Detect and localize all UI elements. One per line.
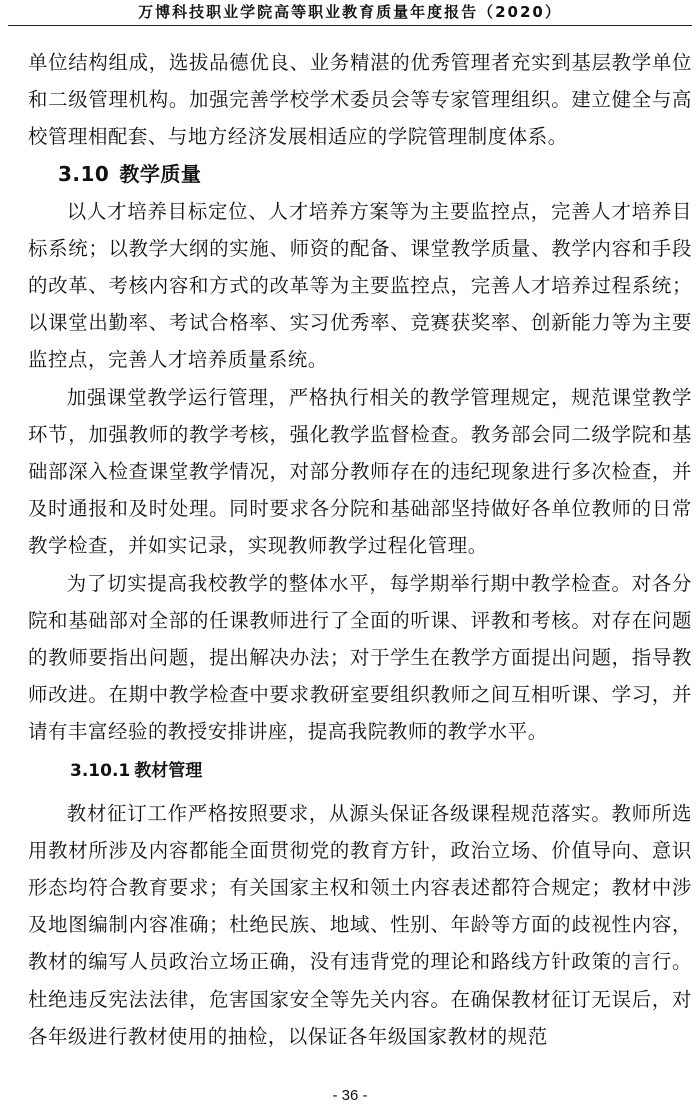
paragraph-quality-monitoring: 以人才培养目标定位、人才培养方案等为主要监控点，完善人才培养目标系统；以教学大纲的实施、师资的配备、课堂教学质量、教学内容和手段的改革、考核内容和方式的改革等为主要监控点，完善人才培养过程系统；以课堂出勤率、考试合格率、实习优秀率、竞赛获奖率、创新能力等为主要监控点，完善人才培养质量系统。 (28, 199, 692, 372)
page-number: - 36 - (332, 1087, 368, 1104)
section-heading (28, 156, 692, 193)
paragraph-classroom-management: 加强课堂教学运行管理，严格执行相关的教学管理规定，规范课堂教学环节，加强教师的教学考核，强化教学监督检查。教务部会同二级学院和基础部深入检查课堂教学情况，对部分教师存在的违纪现象进行多次检查，并及时通报和及时处理。同时要求各分院和基础部坚持做好各单位教师的日常教学检查，并如实记录，实现教师教学过程化管理。 (28, 385, 692, 558)
subsection-number: 3.10.1 (70, 760, 131, 781)
paragraph-midterm-inspection: 为了切实提高我校教学的整体水平，每学期举行期中教学检查。对各分院和基础部对全部的任课教师进行了全面的听课、评教和考核。对存在问题的教师要指出问题，提出解决办法；对于学生在教学方面提出问题，指导教师改进。在期中教学检查中要求教研室要组织教师之间互相听课、学习，并请有丰富经验的教授安排讲座，提高我院教师的教学水平。 (28, 571, 692, 744)
page-body (28, 44, 692, 1055)
running-header: 万博科技职业学院高等职业教育质量年度报告（2020） (138, 3, 562, 21)
header-divider (8, 25, 692, 26)
section-title: 教学质量 (119, 161, 202, 186)
paragraph-intro: 单位结构组成，选拔品德优良、业务精湛的优秀管理者充实到基层教学单位和二级管理机构。加强完善学校学术委员会等专家管理组织。建立健全与高校管理相配套、与地方经济发展相适应的学院管理制度体系。 (28, 51, 692, 149)
section-number: 3.10 (58, 161, 110, 186)
subsection-title: 教材管理 (134, 760, 203, 781)
subsection-heading (28, 751, 692, 795)
paragraph-textbook-management: 教材征订工作严格按照要求，从源头保证各级课程规范落实。教师所选用教材所涉及内容都能全面贯彻党的教育方针，政治立场、价值导向、意识形态均符合教育要求；有关国家主权和领土内容表述都符合规定；教材中涉及地图编制内容准确；杜绝民族、地域、性别、年龄等方面的歧视性内容，教材的编写人员政治立场正确，没有违背党的理论和路线方针政策的言行。杜绝违反宪法法律，危害国家安全等先关内容。在确保教材征订无误后，对各年级进行教材使用的抽检，以保证各年级国家教材的规范 (28, 801, 692, 1048)
